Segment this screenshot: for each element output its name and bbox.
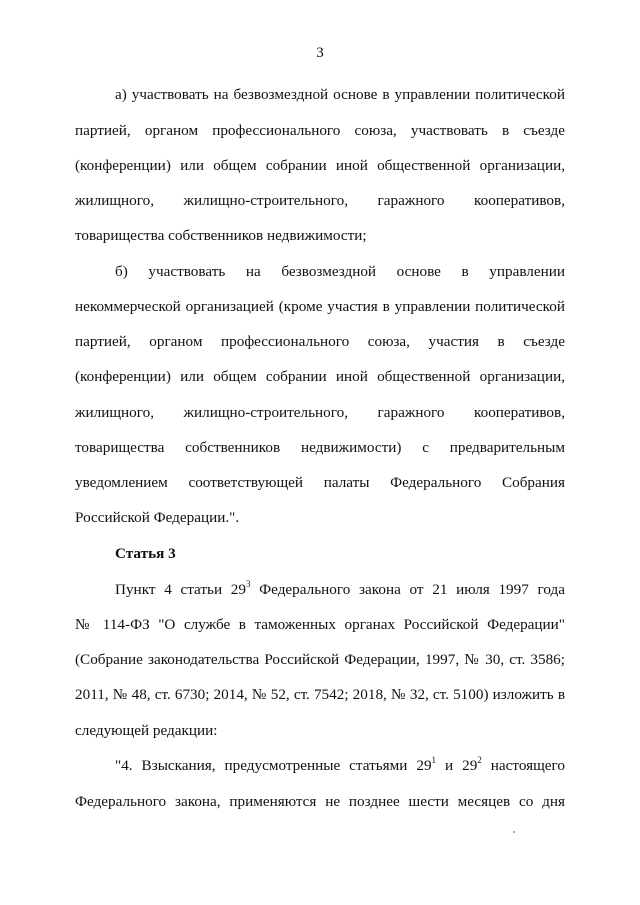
paragraph-a-line-2: партией, органом профессионального союза, участвовать в съезде xyxy=(75,122,565,139)
paragraph-b-line-4: (конференции) или общем собрании иной общественной организации, xyxy=(75,368,565,385)
scan-speck xyxy=(513,831,515,833)
paragraph-b-line-6: товарищества собственников недвижимости) с предварительным xyxy=(75,439,565,456)
paragraph-b-line-1: б) участвовать на безвозмездной основе в управлении xyxy=(115,263,565,280)
article-paragraph-line-1 xyxy=(115,578,565,599)
page-number: 3 xyxy=(316,45,324,61)
article-paragraph-line-2: № 114-ФЗ "О службе в таможенных органах Российской Федерации" xyxy=(75,616,565,633)
article-heading: Статья 3 xyxy=(115,545,176,562)
paragraph-a-line-1: а) участвовать на безвозмездной основе в управлении политической xyxy=(115,86,565,103)
paragraph-b-line-5: жилищного, жилищно-строительного, гаражного кооперативов, xyxy=(75,404,565,421)
paragraph-a-line-3: (конференции) или общем собрании иной общественной организации, xyxy=(75,157,565,174)
article-paragraph-line-3: (Собрание законодательства Российской Федерации, 1997, № 30, ст. 3586; xyxy=(75,651,565,668)
article-text-part-1: Пункт 4 статьи 29 xyxy=(115,581,246,598)
paragraph-a-line-5: товарищества собственников недвижимости; xyxy=(75,227,367,244)
paragraph-b-line-3: партией, органом профессионального союза, участия в съезде xyxy=(75,333,565,350)
quote-text-part-2: и 29 xyxy=(436,757,478,774)
paragraph-b-line-8: Российской Федерации.". xyxy=(75,509,240,526)
paragraph-b-line-7: уведомлением соответствующей палаты Федерального Собрания xyxy=(75,474,565,491)
quote-superscript-1: 1 xyxy=(431,754,437,765)
quote-paragraph-line-1 xyxy=(115,754,565,775)
paragraph-a-line-4: жилищного, жилищно-строительного, гаражного кооперативов, xyxy=(75,192,565,209)
quote-text-part-3: настоящего xyxy=(481,757,565,774)
quote-paragraph-line-2: Федерального закона, применяются не позднее шести месяцев со дня xyxy=(75,793,565,810)
quote-text-part-1: "4. Взыскания, предусмотренные статьями 29 xyxy=(115,757,432,774)
quote-superscript-2: 2 xyxy=(477,754,482,765)
article-paragraph-line-5: следующей редакции: xyxy=(75,722,218,739)
article-superscript: 3 xyxy=(245,578,251,589)
article-paragraph-line-4: 2011, № 48, ст. 6730; 2014, № 52, ст. 7542; 2018, № 32, ст. 5100) изложить в xyxy=(75,686,565,703)
paragraph-b-line-2: некоммерческой организацией (кроме участия в управлении политической xyxy=(75,298,565,315)
article-text-part-2: Федерального закона от 21 июля 1997 года xyxy=(250,581,565,598)
